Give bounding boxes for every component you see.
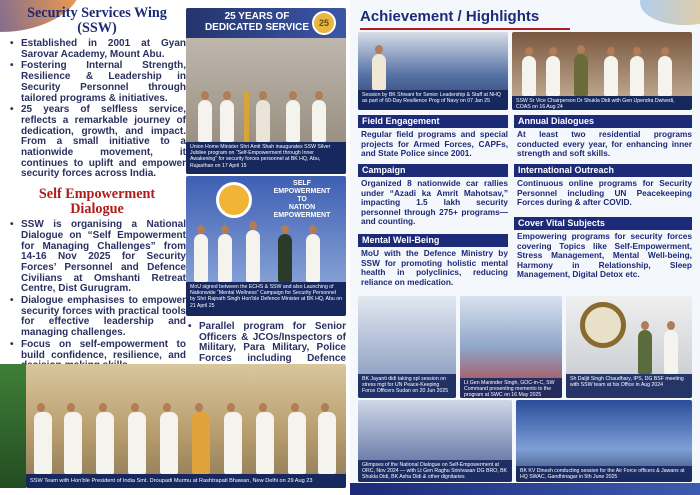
navy-session-photo [358, 32, 508, 110]
person-figure [546, 56, 560, 96]
person-figure [574, 54, 588, 96]
section-text: Regular field programs and special projects for Armed Forces, CAPFs, and State Police since 2001. [361, 129, 508, 159]
section-text: Organized 8 nationwide car rallies under “Azadi ka Amrit Mahotsav,” impacting 1.5 lakh security personnel through 275+ programs—and counting. [361, 178, 508, 227]
empowerment-dialogue-title: Self Empowerment Dialogue [38, 186, 156, 217]
coas-meeting-photo [512, 32, 692, 110]
person-figure [630, 56, 644, 96]
photo-caption: BK KV Dinesh conducting session for the Air Force officers & Jawans at HQ SWAC, Gandhinagar in 5th June 2025 [516, 466, 692, 482]
person-figure [64, 412, 82, 474]
section-text: Empowering programs for security forces covering Topics like Self-Empowerment, Stress Management, Mental Well-being, Harmony in Relationship, Sleep Management, Digital Detox etc. [517, 231, 692, 280]
person-figure [224, 412, 242, 474]
person-figure [256, 412, 274, 474]
footer-band [350, 483, 700, 495]
ssw-bullet: • 25 years of selfless service, reflects a remarkable journey of dedication, growth, and impact. From a small initiative to a nationwide movement, it continues to uplift and empower security forces across India. [8, 105, 186, 180]
jubilee-banner: 25 YEARS OF DEDICATED SERVICE 25 [186, 8, 346, 38]
mou-banner-text: SELF EMPOWERMENT TO NATION EMPOWERMENT [273, 180, 331, 219]
person-figure [198, 100, 212, 142]
photo-caption: Glimpses of the National Dialogue on Self-Empowerment at ORC, Nov 2024 — with Lt Gen Raghu Srinivasan DG BRO, BK Shukla Didi, BK Asha Didi & other dignitaries [358, 460, 512, 482]
person-figure [604, 56, 618, 96]
person-figure [288, 412, 306, 474]
section-text: At least two residential programs conducted every year, for enhancing inner strength and soft skills. [517, 129, 692, 159]
parallel-program-bullet: • Parallel program for Senior Officers & JCOs/Inspectors of Military, Para Military, Police Forces including Defence [186, 322, 346, 377]
photo-caption: SSW Team with Hon’ble President of India Smt. Droupadi Murmu at Rashtrapati Bhawan, New Delhi on 29 Aug 23 [26, 474, 346, 488]
ssw-bullet: • Fostering Internal Strength, Resilience & Leadership in Security Personnel through tailored programs & initiatives. [8, 61, 186, 104]
person-figure [128, 412, 146, 474]
photo-caption: Union Home Minister Shri Amit Shah inaugurates SSW Silver Jubilee program on “Self-Empowerment through Inner Awakening” for security forces personnel at BK HQ, Abu, Rajasthan on 17 April 15 [186, 142, 346, 174]
president-group-photo [26, 364, 346, 488]
person-figure [306, 234, 320, 282]
section-heading: International Outreach [514, 164, 692, 177]
southwest-command-photo [460, 296, 562, 398]
section-text: MoU with the Defence Ministry by SSW for promoting holistic mental health in polyclinics, reducing reliance on medication. [361, 248, 508, 287]
photo-caption: Session by BK Shivani for Senior Leadership & Staff at NHQ as part of 60-Day Resilience Prog of Navy on 07 Jan 25 [358, 90, 508, 110]
person-figure [160, 412, 178, 474]
plant-decoration [0, 364, 26, 488]
person-figure [220, 100, 234, 142]
empowerment-bullet: • Focus on self-empowerment to build confidence, resilience, and [8, 340, 186, 372]
person-figure [658, 56, 672, 96]
ssw-bullet-list [8, 39, 186, 180]
person-figure [218, 234, 232, 282]
person-figure [312, 100, 326, 142]
achievement-heading: Achievement / Highlights [360, 8, 540, 25]
person-figure [286, 100, 300, 142]
person-figure [522, 56, 536, 96]
silver-jubilee-photo [186, 8, 346, 174]
empowerment-bullet-list [8, 220, 186, 372]
section-text: Continuous online programs for Security Personnel including UN Peacekeeping Forces during & after COVID. [517, 178, 692, 208]
photo-caption: BK Jayanti didi taking spl session on stress mgt for UN Peace-Keeping Force Officers Sudan on 20 Jun 2025 [358, 374, 456, 398]
person-figure [278, 234, 292, 282]
bsf-emblem-icon [580, 302, 626, 348]
person-figure [246, 230, 260, 282]
un-peacekeeping-session-photo [358, 296, 456, 398]
empowerment-bullet: • SSW is organising a National Dialogue on “Self Empowerment for Managing Challenges” from 14-16 Nov 2025 for Security Forces’ Personnel and Defence Civilians at Omshanti Retreat Centre, Dist Gurugram. [8, 220, 186, 295]
lamp-icon [244, 92, 249, 142]
national-dialogue-photo [358, 400, 512, 482]
section-heading: Field Engagement [358, 115, 508, 128]
section-heading: Cover Vital Subjects [514, 217, 692, 230]
section-heading: Mental Well-Being [358, 234, 508, 247]
person-figure [192, 412, 210, 474]
photo-caption: Sh Daljit Singh Chaudhary, IPS, DG BSF meeting with SSW team at his Office in Aug 2024 [566, 374, 692, 398]
heading-underline [360, 28, 570, 30]
person-figure [34, 412, 52, 474]
decorative-swoosh [640, 0, 700, 25]
section-heading: Campaign [358, 164, 508, 177]
bsf-dg-meeting-photo [566, 296, 692, 398]
globe-emblem-icon [216, 182, 252, 218]
section-heading: Annual Dialogues [514, 115, 692, 128]
person-figure [372, 54, 386, 90]
person-figure [318, 412, 336, 474]
empowerment-bullet: • Dialogue emphasises to empower security forces with practical tools for effective leadership and managing challenges. [8, 296, 186, 339]
person-figure [256, 100, 270, 142]
photo-caption: MoU signed between the ECHS & SSW and also Launching of Nationwide “Mental Wellness” Campaign for Security Personnel by Shri Rajnath Singh Hon’ble Defence Minister at BK HQ, Abu on 21 April 25 [186, 282, 346, 316]
air-force-session-photo [516, 400, 692, 482]
ssw-title: Security Services Wing (SSW) [27, 5, 167, 36]
silver-jubilee-medal-icon: 25 [312, 11, 336, 35]
right-page [350, 0, 700, 495]
person-figure [664, 330, 678, 374]
person-figure [96, 412, 114, 474]
person-figure [194, 234, 208, 282]
person-figure [638, 330, 652, 374]
ssw-bullet: • Established in 2001 at Gyan Sarovar Academy, Mount Abu. [8, 39, 186, 60]
mou-signing-photo [186, 176, 346, 316]
photo-caption: SSW Sr Vice Chairperson Dr Shukla Didi with Gen Upendra Dwivedi, COAS on 16 Aug 24 [512, 96, 692, 110]
photo-caption: Lt Gen Maninder Singh, GOC-in-C, SW Command presenting memento to the program at SWC on 16 May 2025 [460, 378, 562, 398]
ssw-intro-column [8, 6, 186, 373]
